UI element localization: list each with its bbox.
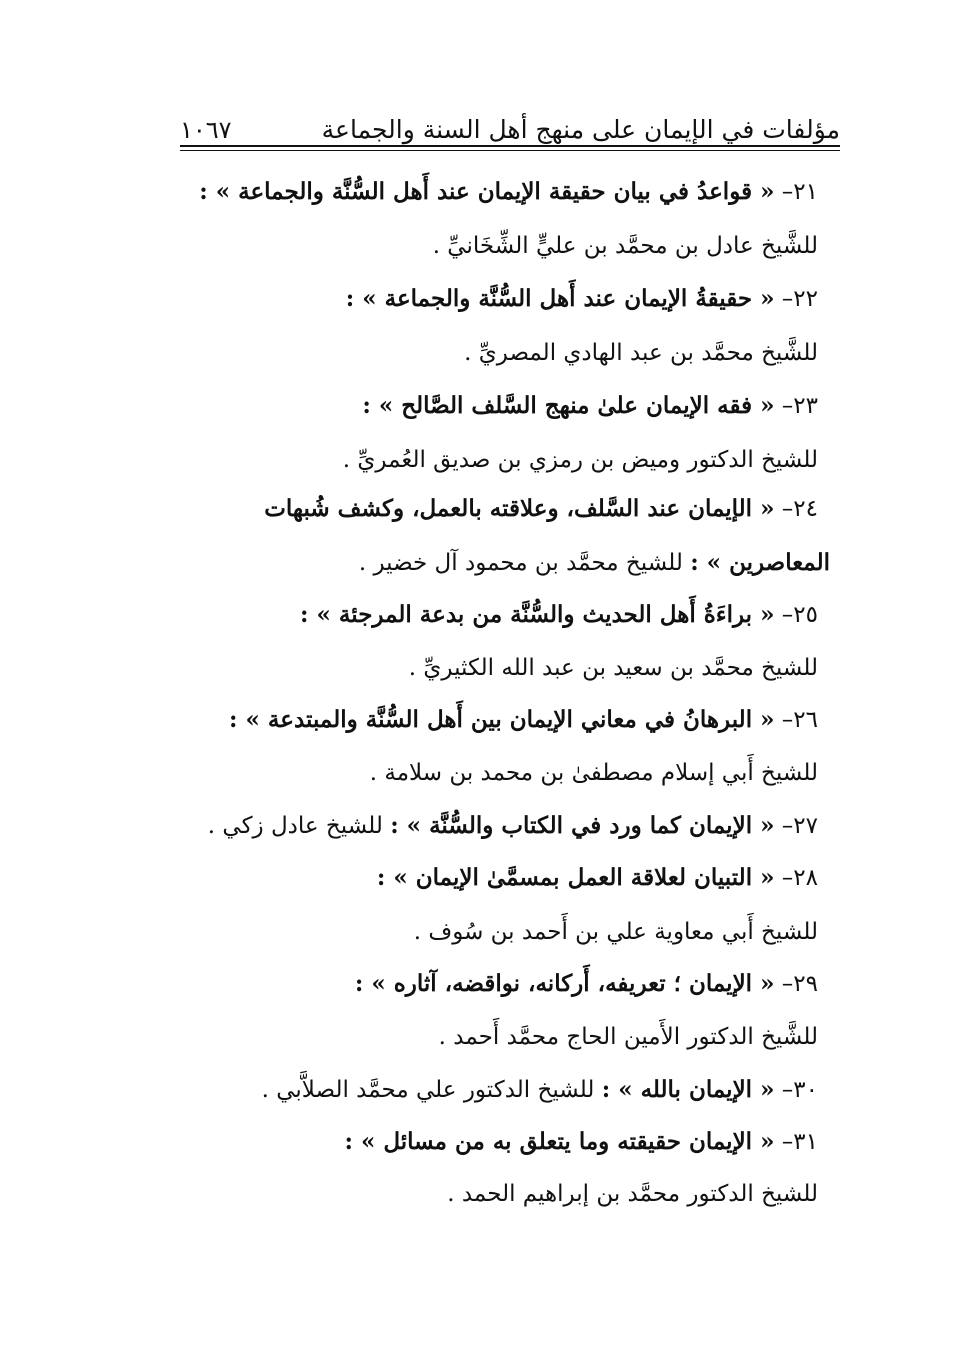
entry-29-author: للشَّيخ الدكتور الأَمين الحاج محمَّد أَحمد . (438, 1024, 818, 1050)
page-header (180, 100, 840, 144)
entry-title: « فقه الإيمان علىٰ منهج السَّلف الصَّالح » : (362, 392, 775, 419)
entry-title: « الإيمان عند السَّلف، وعلاقته بالعمل، وكشف شُبهات (264, 495, 775, 522)
entry-number: ٢٥– (781, 602, 818, 628)
entry-number: ٣١– (781, 1129, 818, 1155)
entry-author: للشيخ عادل زكي . (207, 813, 383, 839)
entry-title: « البرهانُ في معاني الإيمان بين أَهل السُّنَّة والمبتدعة » : (229, 706, 775, 733)
entry-22-author: للشَّيخ محمَّد بن عبد الهادي المصريِّ . (464, 340, 818, 366)
entry-28-author: للشيخ أَبي معاوية علي بن أَحمد بن سُوف . (413, 919, 818, 945)
page-number: ١٠٦٧ (180, 116, 232, 144)
entry-number: ٢٣– (781, 393, 818, 419)
entry-31-author: للشيخ الدكتور محمَّد بن إبراهيم الحمد . (447, 1181, 818, 1207)
entry-29-title-line (355, 964, 818, 1004)
entry-title: « التبيان لعلاقة العمل بمسمَّىٰ الإيمان » : (376, 864, 775, 891)
entry-number: ٢٩– (781, 971, 818, 997)
entry-28-title-line (377, 858, 818, 898)
entry-21-author: للشَّيخ عادل بن محمَّد بن عليٍّ الشِّخَانيِّ . (432, 233, 818, 259)
entry-24-title-cont-line (359, 543, 830, 583)
entry-31-title-line (344, 1122, 818, 1162)
entry-24-title-line (264, 489, 818, 529)
entry-number: ٢٦– (781, 707, 818, 733)
entry-title: « الإيمان حقيقته وما يتعلق به من مسائل » : (344, 1128, 775, 1155)
running-title: مؤلفات في الإيمان على منهج أهل السنة والجماعة (321, 115, 840, 144)
header-rule (180, 145, 840, 147)
entry-26-author: للشيخ أَبي إسلام مصطفىٰ بن محمد بن سلامة . (369, 760, 818, 786)
entry-title: « الإيمان ؛ تعريفه، أَركانه، نواقضه، آثاره » : (354, 970, 775, 997)
entry-number: ٣٠– (781, 1077, 818, 1103)
entry-number: ٢٨– (781, 865, 818, 891)
header-rule-thin (180, 150, 840, 151)
entry-title: « قواعدُ في بيان حقيقة الإيمان عند أَهل السُّنَّة والجماعة » : (199, 178, 775, 205)
entry-number: ٢٤– (781, 496, 818, 522)
entry-27-line (208, 806, 818, 846)
entry-title: « براءَةُ أَهل الحديث والسُّنَّة من بدعة المرجئة » : (300, 601, 775, 628)
entry-23-title-line (362, 386, 818, 426)
entry-author: للشيخ الدكتور علي محمَّد الصلاَّبي . (261, 1077, 595, 1103)
entry-title-continued: المعاصرين » : (690, 549, 830, 576)
entry-30-line (262, 1070, 818, 1110)
entry-21-title-line (199, 172, 818, 212)
entry-title: « الإيمان كما ورد في الكتاب والسُّنَّة » : (390, 812, 775, 839)
entry-number: ٢٧– (781, 813, 818, 839)
entry-author: للشيخ محمَّد بن محمود آل خضير . (358, 550, 683, 576)
entry-23-author: للشيخ الدكتور وميض بن رمزي بن صديق العُمريِّ . (342, 447, 818, 473)
entry-25-author: للشيخ محمَّد بن سعيد بن عبد الله الكثيريِّ . (408, 655, 818, 681)
entry-22-title-line (346, 279, 818, 319)
entry-25-title-line (300, 595, 818, 635)
entry-number: ٢٢– (781, 286, 818, 312)
entry-title: « حقيقةُ الإيمان عند أَهل السُّنَّة والجماعة » : (345, 285, 775, 312)
entry-number: ٢١– (781, 179, 818, 205)
entry-title: « الإيمان بالله » : (601, 1076, 775, 1103)
entry-26-title-line (229, 700, 818, 740)
